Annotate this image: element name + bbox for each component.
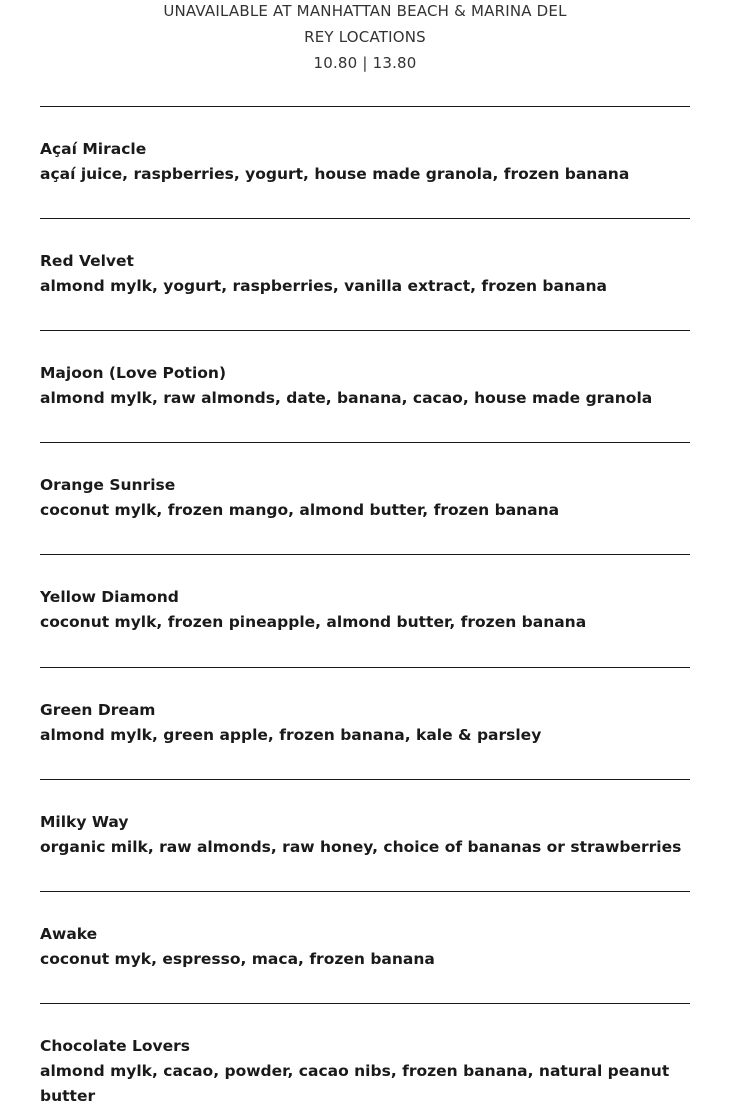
- menu-item-yellow-diamond: [40, 584, 690, 635]
- menu-item-acai-miracle: [40, 136, 690, 187]
- menu-item-description: almond mylk, cacao, powder, cacao nibs, frozen banana, natural peanut butter: [40, 1062, 670, 1105]
- price-range: 10.80 | 13.80: [313, 54, 417, 72]
- divider: [40, 779, 690, 780]
- divider: [40, 106, 690, 107]
- divider: [40, 1003, 690, 1004]
- menu-item-green-dream: [40, 697, 690, 748]
- menu-item-awake: [40, 921, 690, 972]
- availability-note-line-1: UNAVAILABLE AT MANHATTAN BEACH & MARINA DEL: [163, 2, 567, 20]
- menu-item-name: Awake: [40, 925, 98, 943]
- menu-item-majoon: [40, 360, 690, 411]
- menu-item-name: Açaí Miracle: [40, 140, 147, 158]
- menu-item-description: coconut mylk, frozen mango, almond butter, frozen banana: [40, 501, 560, 519]
- menu-item-name: Red Velvet: [40, 252, 134, 270]
- divider: [40, 667, 690, 668]
- availability-note-line-2: REY LOCATIONS: [304, 28, 426, 46]
- menu-item-chocolate-lovers: [40, 1033, 690, 1109]
- menu-item-name: Green Dream: [40, 701, 156, 719]
- divider: [40, 218, 690, 219]
- menu-item-orange-sunrise: [40, 472, 690, 523]
- menu-item-description: almond mylk, raw almonds, date, banana, cacao, house made granola: [40, 389, 653, 407]
- menu-item-red-velvet: [40, 248, 690, 299]
- menu-item-description: almond mylk, green apple, frozen banana, kale & parsley: [40, 726, 542, 744]
- menu-item-name: Majoon (Love Potion): [40, 364, 227, 382]
- menu-item-name: Orange Sunrise: [40, 476, 176, 494]
- menu-item-description: almond mylk, yogurt, raspberries, vanilla extract, frozen banana: [40, 277, 607, 295]
- menu-item-name: Milky Way: [40, 813, 129, 831]
- menu-item-description: coconut mylk, frozen pineapple, almond butter, frozen banana: [40, 613, 587, 631]
- menu-item-description: açaí juice, raspberries, yogurt, house made granola, frozen banana: [40, 165, 630, 183]
- divider: [40, 442, 690, 443]
- divider: [40, 330, 690, 331]
- menu-item-name: Yellow Diamond: [40, 588, 179, 606]
- divider: [40, 891, 690, 892]
- menu-item-milky-way: [40, 809, 690, 860]
- menu-item-description: coconut myk, espresso, maca, frozen banana: [40, 950, 435, 968]
- menu-item-description: organic milk, raw almonds, raw honey, choice of bananas or strawberries: [40, 838, 682, 856]
- divider: [40, 554, 690, 555]
- menu-item-name: Chocolate Lovers: [40, 1037, 190, 1055]
